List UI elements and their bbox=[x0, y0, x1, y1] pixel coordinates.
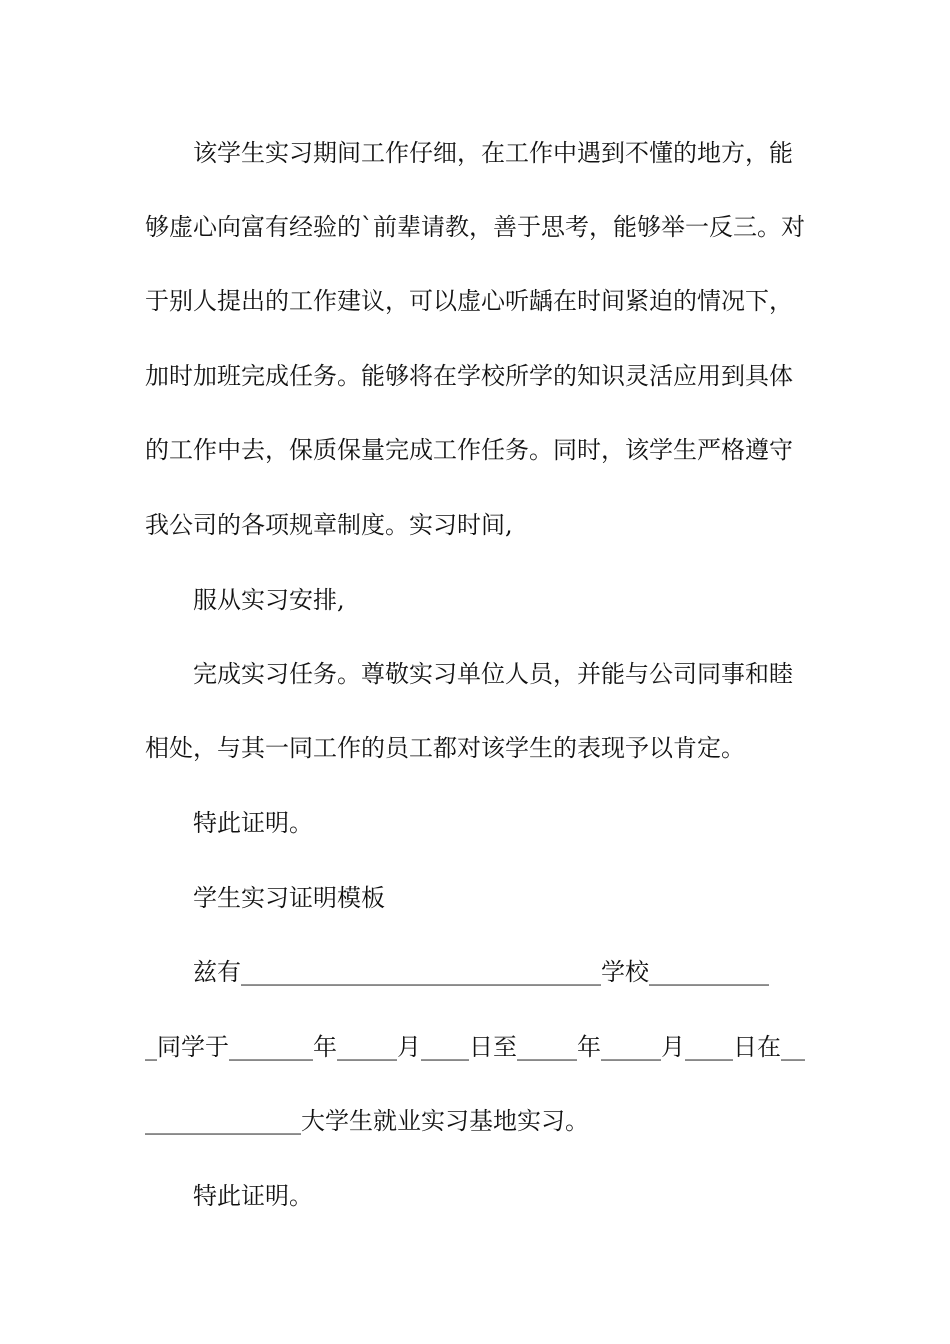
paragraph-line: 相处，与其一同工作的员工都对该学生的表现予以肯定。 bbox=[145, 734, 745, 762]
closing-statement: 特此证明。 bbox=[193, 809, 313, 837]
paragraph-line: 服从实习安排, bbox=[193, 586, 345, 614]
paragraph-line: 加时加班完成任务。能够将在学校所学的知识灵活应用到具体 bbox=[145, 362, 793, 390]
paragraph-line: 够虚心向富有经验的`前辈请教，善于思考，能够举一反三。对 bbox=[145, 213, 805, 241]
form-line: _____________大学生就业实习基地实习。 bbox=[145, 1107, 589, 1135]
paragraph-line: 我公司的各项规章制度。实习时间, bbox=[145, 511, 513, 539]
paragraph-line: 该学生实习期间工作仔细，在工作中遇到不懂的地方，能 bbox=[193, 139, 793, 167]
paragraph-line: 于别人提出的工作建议，可以虚心听龋在时间紧迫的情况下， bbox=[145, 287, 793, 315]
paragraph-line: 完成实习任务。尊敬实习单位人员，并能与公司同事和睦 bbox=[193, 660, 793, 688]
form-line: _同学于_______年_____月____日至_____年_____月____日在__ bbox=[145, 1033, 805, 1061]
paragraph-line: 的工作中去，保质保量完成工作任务。同时，该学生严格遵守 bbox=[145, 436, 793, 464]
closing-statement: 特此证明。 bbox=[193, 1182, 313, 1210]
form-line: 兹有______________________________学校__________ bbox=[193, 958, 769, 986]
section-heading: 学生实习证明模板 bbox=[193, 884, 385, 912]
